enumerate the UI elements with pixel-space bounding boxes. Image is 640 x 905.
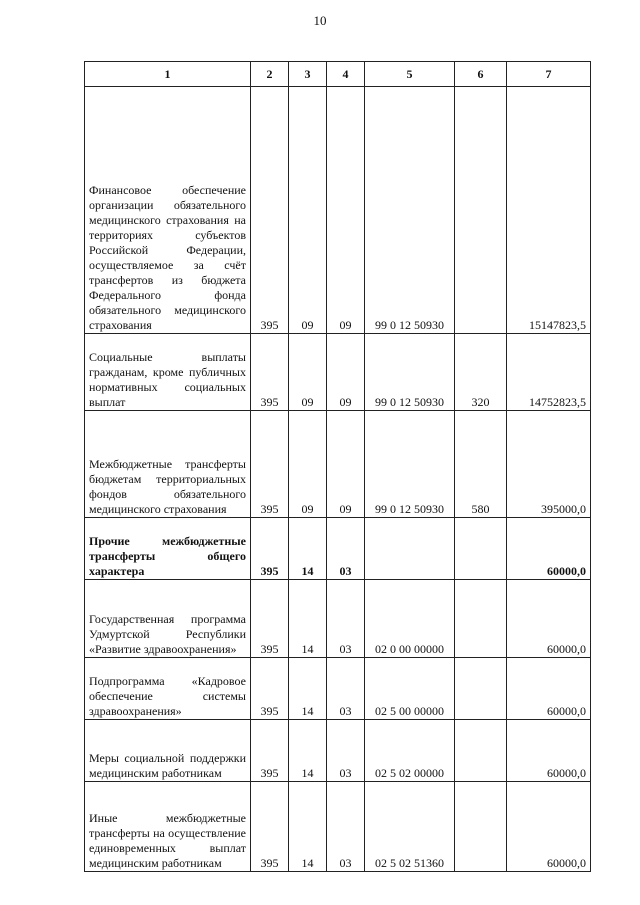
row-col-7-cell: 60000,0 <box>507 518 591 580</box>
table-row <box>85 334 591 411</box>
row-col-3-cell: 09 <box>289 87 327 334</box>
row-col-2-cell: 395 <box>251 518 289 580</box>
row-col-5-cell: 02 5 00 00000 <box>365 658 455 720</box>
row-col-7-cell: 60000,0 <box>507 782 591 872</box>
row-name-cell: Государственная программа Удмуртской Республики «Развитие здравоохранения» <box>85 580 251 658</box>
row-col-4-cell: 03 <box>327 658 365 720</box>
row-name-cell: Подпрограмма «Кадровое обеспечение системы здравоохранения» <box>85 658 251 720</box>
table-row <box>85 580 591 658</box>
table-row <box>85 87 591 334</box>
row-col-3-cell: 09 <box>289 411 327 518</box>
header-col-5: 5 <box>365 62 455 87</box>
table-row <box>85 782 591 872</box>
row-col-3-cell: 09 <box>289 334 327 411</box>
row-col-2-cell: 395 <box>251 411 289 518</box>
row-col-2-cell: 395 <box>251 580 289 658</box>
row-col-2-cell: 395 <box>251 658 289 720</box>
row-col-5-cell: 02 0 00 00000 <box>365 580 455 658</box>
row-col-7-cell: 60000,0 <box>507 580 591 658</box>
row-col-7-cell: 14752823,5 <box>507 334 591 411</box>
table-row <box>85 411 591 518</box>
row-col-2-cell: 395 <box>251 334 289 411</box>
row-name-cell: Финансовое обеспечение организации обязательного медицинского страхования на территориях субъектов Российской Федерации, осуществляемое за счёт трансфертов из бюджета Федерального фонда обязательного медицинского страхования <box>85 87 251 334</box>
row-col-5-cell <box>365 518 455 580</box>
table-row <box>85 658 591 720</box>
row-col-4-cell: 09 <box>327 411 365 518</box>
page-number: 10 <box>313 13 327 28</box>
header-col-3: 3 <box>289 62 327 87</box>
row-col-6-cell <box>455 518 507 580</box>
header-col-1: 1 <box>85 62 251 87</box>
row-col-3-cell: 14 <box>289 720 327 782</box>
row-col-5-cell: 02 5 02 00000 <box>365 720 455 782</box>
row-col-3-cell: 14 <box>289 580 327 658</box>
row-col-5-cell: 99 0 12 50930 <box>365 87 455 334</box>
row-col-3-cell: 14 <box>289 518 327 580</box>
row-col-6-cell <box>455 658 507 720</box>
header-col-7: 7 <box>507 62 591 87</box>
row-col-5-cell: 02 5 02 51360 <box>365 782 455 872</box>
table-row <box>85 720 591 782</box>
row-col-4-cell: 03 <box>327 580 365 658</box>
row-col-3-cell: 14 <box>289 658 327 720</box>
row-col-2-cell: 395 <box>251 87 289 334</box>
row-name-cell: Меры социальной поддержки медицинским работникам <box>85 720 251 782</box>
row-col-4-cell: 03 <box>327 518 365 580</box>
header-col-6: 6 <box>455 62 507 87</box>
budget-table <box>84 61 591 872</box>
row-col-4-cell: 03 <box>327 782 365 872</box>
row-col-5-cell: 99 0 12 50930 <box>365 334 455 411</box>
row-name-cell: Межбюджетные трансферты бюджетам территориальных фондов обязательного медицинского страхования <box>85 411 251 518</box>
row-name-cell: Иные межбюджетные трансферты на осуществление единовременных выплат медицинским работникам <box>85 782 251 872</box>
row-col-5-cell: 99 0 12 50930 <box>365 411 455 518</box>
row-col-7-cell: 60000,0 <box>507 658 591 720</box>
row-col-2-cell: 395 <box>251 720 289 782</box>
table-row <box>85 518 591 580</box>
row-col-6-cell: 580 <box>455 411 507 518</box>
header-row <box>85 62 591 87</box>
row-name-cell: Социальные выплаты гражданам, кроме публичных нормативных социальных выплат <box>85 334 251 411</box>
header-col-2: 2 <box>251 62 289 87</box>
row-col-7-cell: 60000,0 <box>507 720 591 782</box>
header-col-4: 4 <box>327 62 365 87</box>
row-col-3-cell: 14 <box>289 782 327 872</box>
row-col-6-cell <box>455 580 507 658</box>
row-col-6-cell <box>455 720 507 782</box>
row-name-cell: Прочие межбюджетные трансферты общего характера <box>85 518 251 580</box>
table-body <box>85 87 591 872</box>
row-col-7-cell: 395000,0 <box>507 411 591 518</box>
row-col-6-cell <box>455 87 507 334</box>
row-col-6-cell <box>455 782 507 872</box>
row-col-4-cell: 09 <box>327 87 365 334</box>
row-col-2-cell: 395 <box>251 782 289 872</box>
row-col-6-cell: 320 <box>455 334 507 411</box>
row-col-4-cell: 03 <box>327 720 365 782</box>
row-col-7-cell: 15147823,5 <box>507 87 591 334</box>
row-col-4-cell: 09 <box>327 334 365 411</box>
